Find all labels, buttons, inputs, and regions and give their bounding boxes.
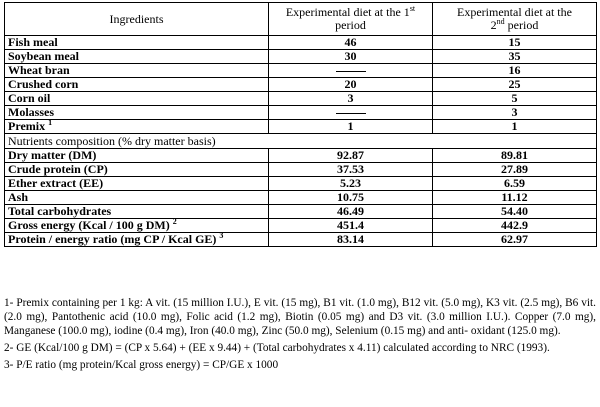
row-label-text: Ether extract (EE) <box>8 176 104 190</box>
header-period-1-prefix: Experimental diet at the 1 <box>285 5 410 19</box>
row-label <box>5 120 269 134</box>
table-row <box>5 233 597 247</box>
row-label-text: Fish meal <box>8 35 58 49</box>
period-2-value: 35 <box>433 50 597 64</box>
footnote-premix: 1- Premix containing per 1 kg: A vit. (15 million I.U.), E vit. (15 mg), B1 vit. (1.0 mg), B12 vit. (5.0 mg), K3 vit. (2.5 mg), B6 vit. (2.0 mg), Pantothenic acid (10.0 mg), Folic acid (1.2 mg), Biotin (0.05 mg) and D3 vit. (3.0 million I.U.). Copper (7.0 mg), Manganese (100.0 mg), iodine (0.4 mg), Iron (40.0 mg), Zinc (50.0 mg), Selenium (0.15 mg) and anti- oxidant (125.0 mg). <box>4 297 596 337</box>
header-period-2-sup: nd <box>496 17 505 26</box>
period-2-value: 11.12 <box>433 191 597 205</box>
period-1-value: 10.75 <box>269 191 433 205</box>
table-row <box>5 205 597 219</box>
row-label <box>5 149 269 163</box>
row-label <box>5 50 269 64</box>
row-label-footnote-ref: 1 <box>48 118 53 127</box>
not-included-dash <box>269 106 433 120</box>
row-label <box>5 78 269 92</box>
period-2-value: 442.9 <box>433 219 597 233</box>
period-1-value: 30 <box>269 50 433 64</box>
row-label-text: Wheat bran <box>8 63 70 77</box>
row-label-footnote-ref: 3 <box>219 231 224 240</box>
nutrients-heading-row <box>5 134 597 149</box>
table-row <box>5 36 597 50</box>
header-period-1-suffix: period <box>335 18 366 32</box>
row-label-text: Corn oil <box>8 91 51 105</box>
dash-mark <box>336 71 366 72</box>
period-1-value: 5.23 <box>269 177 433 191</box>
table-row <box>5 191 597 205</box>
table-row <box>5 92 597 106</box>
period-2-value: 27.89 <box>433 163 597 177</box>
period-1-value: 46.49 <box>269 205 433 219</box>
header-period-2 <box>433 3 597 36</box>
row-label-text: Crude protein (CP) <box>8 162 108 176</box>
period-2-value: 6.59 <box>433 177 597 191</box>
header-period-2-suffix: period <box>507 18 539 32</box>
footnote-pe-ratio: 3- P/E ratio (mg protein/Kcal gross energy) = CP/GE x 1000 <box>4 359 279 371</box>
period-2-value: 16 <box>433 64 597 78</box>
header-period-2-num: 2 <box>490 18 497 32</box>
nutrients-body <box>5 149 597 247</box>
period-2-value: 89.81 <box>433 149 597 163</box>
diet-composition-table <box>4 2 597 247</box>
nutrients-heading: Nutrients composition (% dry matter basis) <box>5 134 597 149</box>
table-row <box>5 106 597 120</box>
row-label-text: Crushed corn <box>8 77 79 91</box>
row-label-text: Protein / energy ratio (mg CP / Kcal GE) <box>8 232 217 246</box>
table-header-row <box>5 3 597 36</box>
row-label-text: Molasses <box>8 105 54 119</box>
row-label-text: Gross energy (Kcal / 100 g DM) <box>8 218 170 232</box>
row-label <box>5 106 269 120</box>
dash-mark <box>336 113 366 114</box>
row-label <box>5 205 269 219</box>
row-label-text: Total carbohydrates <box>8 204 112 218</box>
row-label <box>5 92 269 106</box>
footnote-gross-energy: 2- GE (Kcal/100 g DM) = (CP x 5.64) + (EE x 9.44) + (Total carbohydrates x 4.11) calculated according to NRC (1993). <box>4 342 550 354</box>
table-row <box>5 163 597 177</box>
row-label <box>5 219 269 233</box>
period-1-value: 92.87 <box>269 149 433 163</box>
period-1-value: 3 <box>269 92 433 106</box>
row-label-footnote-ref: 2 <box>172 217 177 226</box>
row-label <box>5 191 269 205</box>
row-label-text: Dry matter (DM) <box>8 148 97 162</box>
period-2-value: 54.40 <box>433 205 597 219</box>
table-row <box>5 78 597 92</box>
table-row <box>5 219 597 233</box>
period-1-value: 20 <box>269 78 433 92</box>
table-row <box>5 50 597 64</box>
row-label-text: Soybean meal <box>8 49 80 63</box>
row-label <box>5 64 269 78</box>
period-1-value: 1 <box>269 120 433 134</box>
row-label-text: Premix <box>8 119 46 133</box>
header-period-2-prefix: Experimental diet at the <box>457 5 572 19</box>
period-2-value: 3 <box>433 106 597 120</box>
table-row <box>5 64 597 78</box>
period-2-value: 62.97 <box>433 233 597 247</box>
period-1-value: 46 <box>269 36 433 50</box>
header-period-1 <box>269 3 433 36</box>
footnotes <box>4 296 596 372</box>
period-1-value: 83.14 <box>269 233 433 247</box>
row-label <box>5 36 269 50</box>
row-label <box>5 233 269 247</box>
period-1-value: 37.53 <box>269 163 433 177</box>
period-2-value: 5 <box>433 92 597 106</box>
header-ingredients: Ingredients <box>5 3 269 36</box>
table-row <box>5 120 597 134</box>
nutrients-section <box>5 134 597 149</box>
period-2-value: 15 <box>433 36 597 50</box>
period-2-value: 1 <box>433 120 597 134</box>
period-2-value: 25 <box>433 78 597 92</box>
table-row <box>5 177 597 191</box>
row-label-text: Ash <box>8 190 29 204</box>
row-label <box>5 163 269 177</box>
row-label <box>5 177 269 191</box>
header-period-1-sup: st <box>409 4 416 13</box>
period-1-value: 451.4 <box>269 219 433 233</box>
not-included-dash <box>269 64 433 78</box>
ingredients-body <box>5 36 597 134</box>
table-row <box>5 149 597 163</box>
